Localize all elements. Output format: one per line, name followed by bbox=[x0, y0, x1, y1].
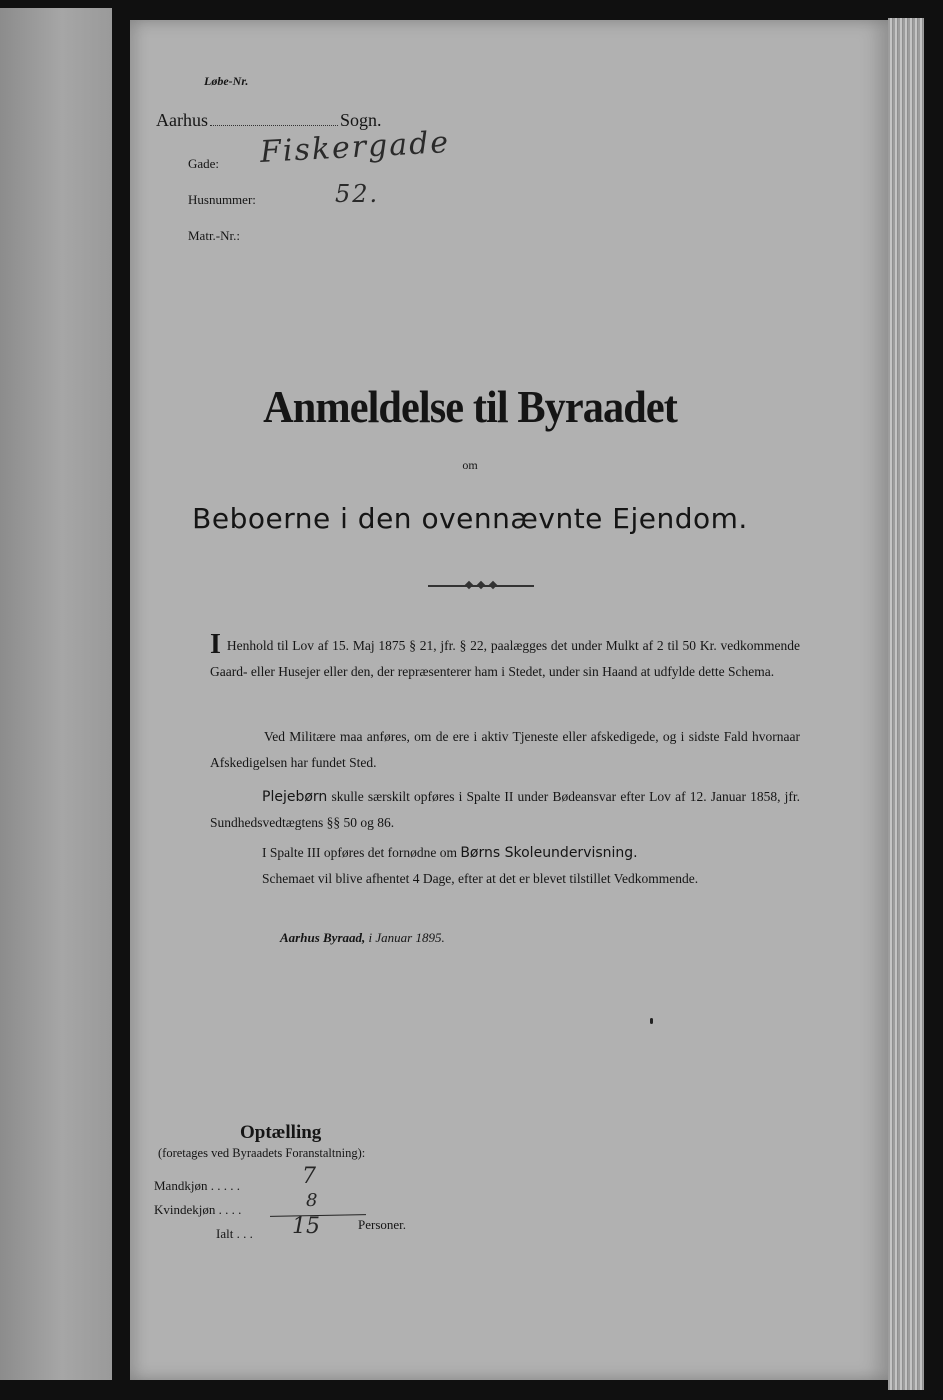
sogn-row bbox=[156, 110, 382, 131]
signature-org: Aarhus Byraad, bbox=[280, 930, 366, 945]
paragraph-2-text: Ved Militære maa anføres, om de ere i aktiv Tjeneste eller afskedigede, og i sidste Fald hvornaar Afskedigelsen har fundet Sted. bbox=[210, 729, 800, 770]
husnummer-value: 52. bbox=[335, 180, 380, 208]
paragraph-1 bbox=[210, 629, 800, 685]
paragraph-3-text: skulle særskilt opføres i Spalte II under Bødeansvar efter Lov af 12. Januar 1858, jfr. Sundhedsvedtægtens §§ 50 og 86. bbox=[210, 789, 801, 830]
paragraph-4-text: I Spalte III opføres det fornødne om bbox=[262, 845, 457, 860]
paragraph-1-text: Henhold til Lov af 15. Maj 1875 § 21, jfr. § 22, paalægges det under Mulkt af 2 til 50 Kr. vedkommende Gaard- eller Husejer eller den, der repræsenterer ham i Stedet, under sin Haand at udfylde dette Schema. bbox=[210, 638, 800, 679]
lobe-nr-label: Løbe-Nr. bbox=[204, 74, 249, 88]
ink-speck bbox=[650, 1018, 653, 1024]
paragraph-1-initial: I bbox=[210, 629, 221, 660]
signature-date: i Januar 1895. bbox=[368, 930, 445, 945]
signature bbox=[280, 930, 445, 946]
ialt-label: Ialt . . . bbox=[216, 1226, 253, 1241]
ornament-divider bbox=[428, 585, 534, 587]
plejeborn-lead: Plejebørn bbox=[262, 789, 328, 805]
kvindekjon-value: 8 bbox=[306, 1190, 318, 1211]
paragraph-4 bbox=[210, 840, 800, 866]
page-subtitle: Beboerne i den ovennævnte Ejendom. bbox=[192, 502, 748, 535]
husnummer-label: Husnummer: bbox=[188, 192, 256, 207]
page-edges bbox=[888, 18, 924, 1390]
paragraph-2 bbox=[210, 724, 800, 776]
paragraph-5 bbox=[210, 866, 800, 892]
gade-label: Gade: bbox=[188, 156, 220, 171]
ialt-value: 15 bbox=[292, 1214, 320, 1239]
mandkjon-value: 7 bbox=[302, 1164, 316, 1189]
optaelling-subtitle: (foretages ved Byraadets Foranstaltning): bbox=[158, 1146, 366, 1160]
sogn-dotted-line bbox=[210, 111, 338, 126]
page-title: Anmeldelse til Byraadet bbox=[263, 381, 677, 432]
om-label: om bbox=[462, 458, 478, 472]
city-label: Aarhus bbox=[156, 110, 208, 130]
sogn-label: Sogn. bbox=[340, 110, 382, 130]
personer-label: Personer. bbox=[358, 1217, 407, 1232]
optaelling-title: Optælling bbox=[240, 1122, 322, 1143]
mandkjon-label: Mandkjøn . . . . . bbox=[154, 1178, 240, 1193]
paragraph-3 bbox=[210, 784, 800, 836]
document-page bbox=[130, 20, 888, 1380]
left-page bbox=[0, 8, 112, 1380]
matr-nr-label: Matr.-Nr.: bbox=[188, 228, 240, 243]
paragraph-4-emphasis: Børns Skoleundervisning. bbox=[460, 845, 638, 861]
paragraph-5-text: Schemaet vil blive afhentet 4 Dage, efter at det er blevet tilstillet Vedkommende. bbox=[262, 871, 699, 886]
kvindekjon-label: Kvindekjøn . . . . bbox=[154, 1202, 242, 1217]
gade-value: Fiskergade bbox=[259, 125, 451, 170]
